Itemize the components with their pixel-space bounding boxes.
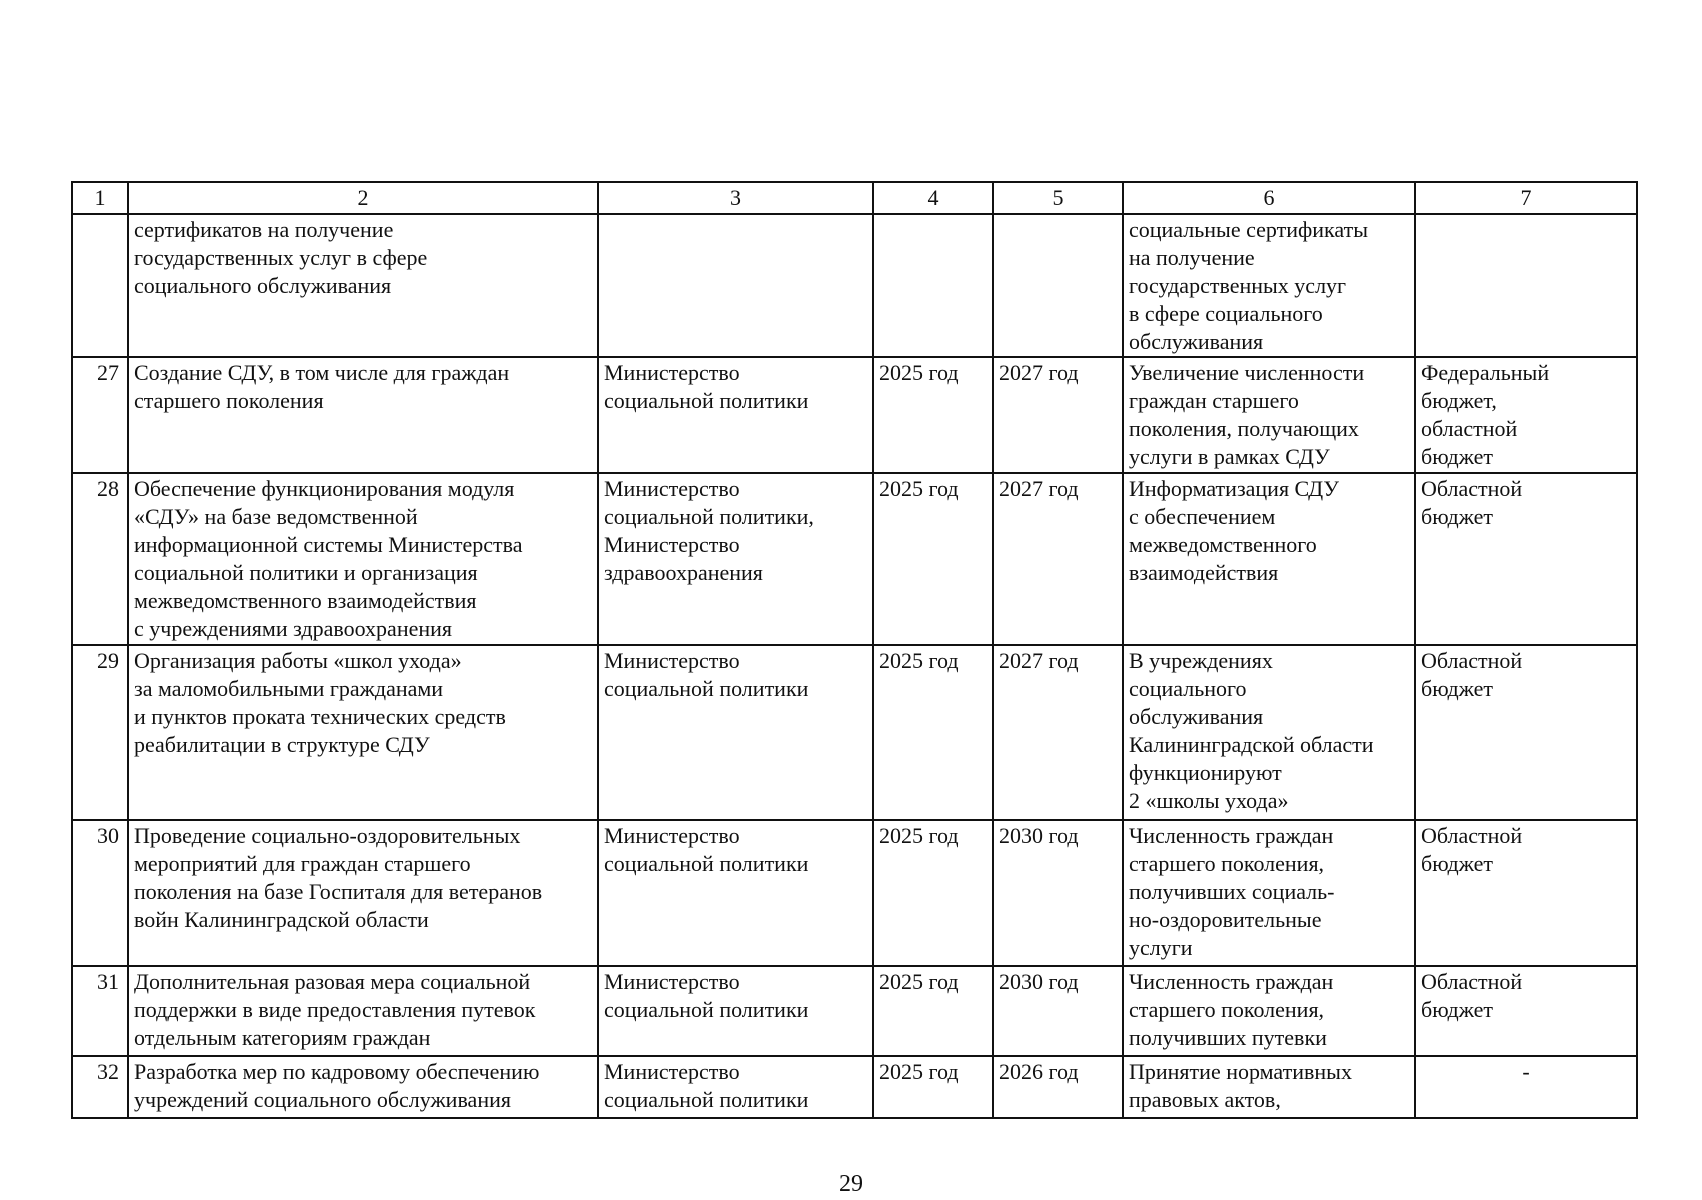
responsible-body: Министерство социальной политики <box>598 357 873 473</box>
row-number: 27 <box>72 357 128 473</box>
end-year: 2027 год <box>993 357 1123 473</box>
table-row <box>72 357 1637 473</box>
row-number: 30 <box>72 820 128 966</box>
start-year: 2025 год <box>873 820 993 966</box>
end-year: 2030 год <box>993 966 1123 1056</box>
start-year <box>873 214 993 357</box>
table-row <box>72 214 1637 357</box>
column-header: 6 <box>1123 182 1415 214</box>
row-number: 31 <box>72 966 128 1056</box>
responsible-body: Министерство социальной политики <box>598 1056 873 1118</box>
responsible-body: Министерство социальной политики <box>598 645 873 820</box>
responsible-body <box>598 214 873 357</box>
funding-source: Федеральный бюджет, областной бюджет <box>1415 357 1637 473</box>
row-number: 32 <box>72 1056 128 1118</box>
column-header: 2 <box>128 182 598 214</box>
row-number: 28 <box>72 473 128 645</box>
measure-name: Организация работы «школ ухода» за маломобильными гражданами и пунктов проката технических средств реабилитации в структуре СДУ <box>128 645 598 820</box>
funding-source: Областной бюджет <box>1415 473 1637 645</box>
start-year: 2025 год <box>873 966 993 1056</box>
column-header: 1 <box>72 182 128 214</box>
expected-result: Увеличение численности граждан старшего поколения, получающих услуги в рамках СДУ <box>1123 357 1415 473</box>
funding-source: - <box>1415 1056 1637 1118</box>
end-year: 2026 год <box>993 1056 1123 1118</box>
table-row <box>72 966 1637 1056</box>
measure-name: Разработка мер по кадровому обеспечению учреждений социального обслуживания <box>128 1056 598 1118</box>
expected-result: В учреждениях социального обслуживания Калининградской области функционируют 2 «школы ухода» <box>1123 645 1415 820</box>
start-year: 2025 год <box>873 473 993 645</box>
responsible-body: Министерство социальной политики <box>598 820 873 966</box>
table-header-row <box>72 182 1637 214</box>
expected-result: Информатизация СДУ с обеспечением межведомственного взаимодействия <box>1123 473 1415 645</box>
responsible-body: Министерство социальной политики <box>598 966 873 1056</box>
column-header: 4 <box>873 182 993 214</box>
end-year <box>993 214 1123 357</box>
end-year: 2030 год <box>993 820 1123 966</box>
measure-name: Дополнительная разовая мера социальной поддержки в виде предоставления путевок отдельным категориям граждан <box>128 966 598 1056</box>
expected-result: социальные сертификаты на получение государственных услуг в сфере социального обслуживания <box>1123 214 1415 357</box>
measure-name: сертификатов на получение государственных услуг в сфере социального обслуживания <box>128 214 598 357</box>
column-header: 5 <box>993 182 1123 214</box>
table-row <box>72 645 1637 820</box>
table-row <box>72 820 1637 966</box>
responsible-body: Министерство социальной политики, Министерство здравоохранения <box>598 473 873 645</box>
measures-table <box>71 181 1638 1119</box>
funding-source: Областной бюджет <box>1415 645 1637 820</box>
funding-source: Областной бюджет <box>1415 820 1637 966</box>
start-year: 2025 год <box>873 357 993 473</box>
expected-result: Численность граждан старшего поколения, получивших социаль- но-оздоровительные услуги <box>1123 820 1415 966</box>
start-year: 2025 год <box>873 645 993 820</box>
funding-source <box>1415 214 1637 357</box>
start-year: 2025 год <box>873 1056 993 1118</box>
measure-name: Проведение социально-оздоровительных мероприятий для граждан старшего поколения на базе Госпиталя для ветеранов войн Калининградской области <box>128 820 598 966</box>
table-row <box>72 473 1637 645</box>
funding-source: Областной бюджет <box>1415 966 1637 1056</box>
expected-result: Численность граждан старшего поколения, получивших путевки <box>1123 966 1415 1056</box>
table-row <box>72 1056 1637 1118</box>
row-number: 29 <box>72 645 128 820</box>
page-number: 29 <box>839 1171 863 1197</box>
expected-result: Принятие нормативных правовых актов, <box>1123 1056 1415 1118</box>
column-header: 7 <box>1415 182 1637 214</box>
measure-name: Обеспечение функционирования модуля «СДУ» на базе ведомственной информационной системы Министерства социальной политики и организация межведомственного взаимодействия с учреждениями здравоохранения <box>128 473 598 645</box>
end-year: 2027 год <box>993 645 1123 820</box>
measure-name: Создание СДУ, в том числе для граждан старшего поколения <box>128 357 598 473</box>
end-year: 2027 год <box>993 473 1123 645</box>
column-header: 3 <box>598 182 873 214</box>
row-number <box>72 214 128 357</box>
